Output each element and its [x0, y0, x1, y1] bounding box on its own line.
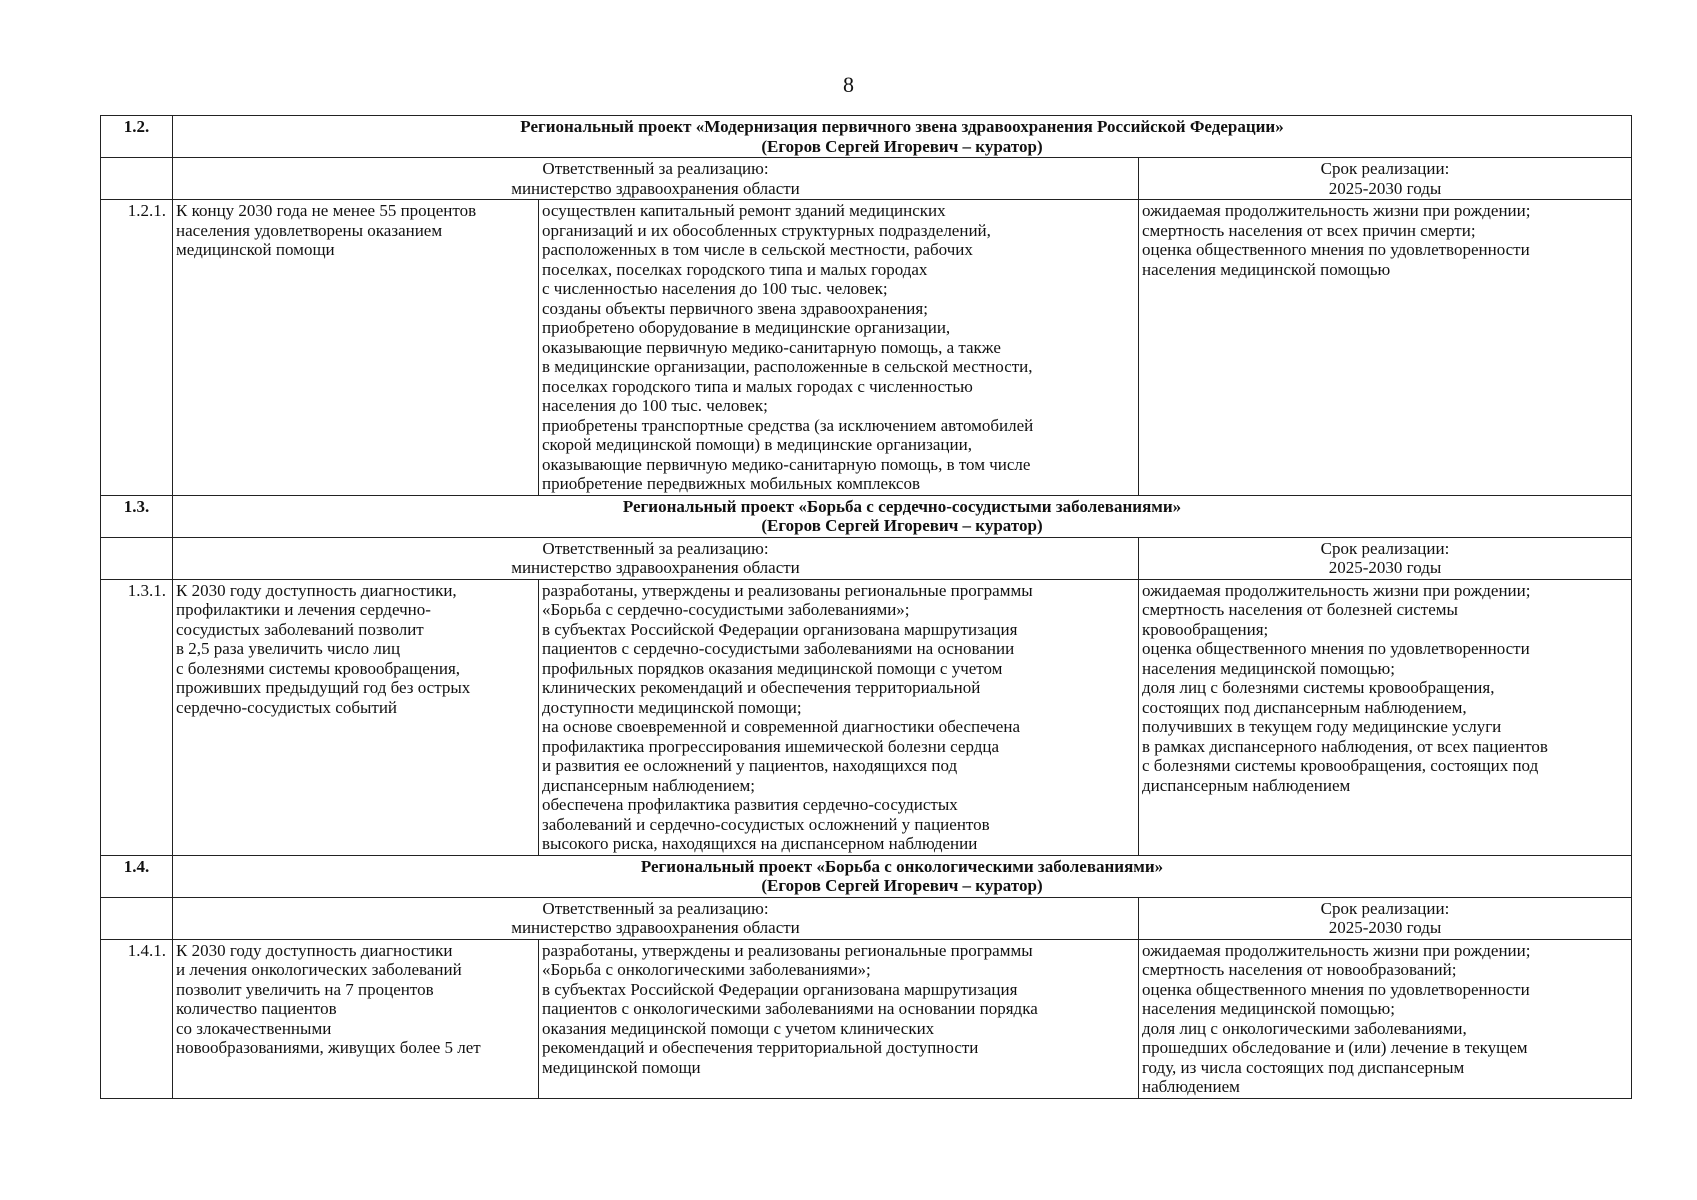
section-number: 1.3. [101, 495, 173, 537]
task-number: 1.2.1. [101, 200, 173, 496]
section-header-row [101, 855, 1632, 897]
task-row [101, 579, 1632, 855]
responsible-label: Ответственный за реализацию: [542, 159, 769, 178]
responsible-cell [173, 897, 1139, 939]
section-curator: (Егоров Сергей Игоревич – куратор) [761, 516, 1043, 535]
term-value: 2025-2030 годы [1328, 178, 1442, 198]
responsible-value: министерство здравоохранения области [511, 558, 800, 577]
task-indicators: ожидаемая продолжительность жизни при рождении; смертность населения от всех причин смерти; оценка общественного мнения по удовлетворенности населения медицинской помощью [1139, 200, 1632, 496]
task-goal: К концу 2030 года не менее 55 процентов населения удовлетворены оказанием медицинской помощи [173, 200, 539, 496]
responsible-value: министерство здравоохранения области [511, 918, 800, 937]
section-title-line: Региональный проект «Модернизация первичного звена здравоохранения Российской Федерации» [520, 117, 1284, 136]
task-row [101, 939, 1632, 1098]
page-number: 8 [843, 72, 854, 97]
task-number: 1.3.1. [101, 579, 173, 855]
term-label: Срок реализации: [1320, 898, 1450, 918]
task-goal: К 2030 году доступность диагностики, профилактики и лечения сердечно- сосудистых заболеваний позволит в 2,5 раза увеличить число лиц с болезнями системы кровообращения, проживших предыдущий год без острых сердечно-сосудистых событий [173, 579, 539, 855]
task-row [101, 200, 1632, 496]
task-results: разработаны, утверждены и реализованы региональные программы «Борьба с сердечно-сосудистыми заболеваниями»; в субъектах Российской Федерации организована маршрутизация пациентов с сердечно-сосудистыми заболеваниями на основании профильных порядков оказания медицинской помощи с учетом клинических рекомендаций и обеспечения территориальной доступности медицинской помощи; на основе своевременной и современной диагностики обеспечена профилактика прогрессирования ишемической болезни сердца и развития ее осложнений у пациентов, находящихся под диспансерным наблюдением; обеспечена профилактика развития сердечно-сосудистых заболеваний и сердечно-сосудистых осложнений у пациентов высокого риска, находящихся на диспансерном наблюдении [539, 579, 1139, 855]
section-curator: (Егоров Сергей Игоревич – куратор) [761, 136, 1043, 156]
responsible-label: Ответственный за реализацию: [542, 898, 769, 918]
section-title [173, 855, 1632, 897]
section-title-line: Региональный проект «Борьба с сердечно-сосудистыми заболеваниями» [622, 496, 1182, 516]
section-header-row [101, 495, 1632, 537]
empty-cell [101, 537, 173, 579]
section-title [173, 495, 1632, 537]
task-number: 1.4.1. [101, 939, 173, 1098]
term-value: 2025-2030 годы [1328, 558, 1442, 577]
task-indicators: ожидаемая продолжительность жизни при рождении; смертность населения от новообразований; оценка общественного мнения по удовлетворенности населения медицинской помощью; доля лиц с онкологическими заболеваниями, прошедших обследование и (или) лечение в текущем году, из числа состоящих под диспансерным наблюдением [1139, 939, 1632, 1098]
responsible-value: министерство здравоохранения области [511, 178, 800, 198]
term-cell [1139, 897, 1632, 939]
empty-cell [101, 897, 173, 939]
responsible-cell [173, 158, 1139, 200]
task-results: разработаны, утверждены и реализованы региональные программы «Борьба с онкологическими заболеваниями»; в субъектах Российской Федерации организована маршрутизация пациентов с онкологическими заболеваниями на основании порядка оказания медицинской помощи с учетом клинических рекомендаций и обеспечения территориальной доступности медицинской помощи [539, 939, 1139, 1098]
empty-cell [101, 158, 173, 200]
term-label: Срок реализации: [1320, 159, 1450, 178]
responsible-cell [173, 537, 1139, 579]
section-title [173, 116, 1632, 158]
task-indicators: ожидаемая продолжительность жизни при рождении; смертность населения от болезней системы кровообращения; оценка общественного мнения по удовлетворенности населения медицинской помощью; доля лиц с болезнями системы кровообращения, состоящих под диспансерным наблюдением, получивших в текущем году медицинские услуги в рамках диспансерного наблюдения, от всех пациентов с болезнями системы кровообращения, состоящих под диспансерным наблюдением [1139, 579, 1632, 855]
section-number: 1.2. [101, 116, 173, 158]
term-cell [1139, 158, 1632, 200]
responsible-row [101, 537, 1632, 579]
section-title-line: Региональный проект «Борьба с онкологическими заболеваниями» [640, 856, 1164, 876]
term-value: 2025-2030 годы [1328, 918, 1442, 937]
responsible-label: Ответственный за реализацию: [542, 538, 769, 558]
task-results: осуществлен капитальный ремонт зданий медицинских организаций и их обособленных структурных подразделений, расположенных в том числе в сельской местности, рабочих поселках, поселках городского типа и малых городах с численностью населения до 100 тыс. человек; созданы объекты первичного звена здравоохранения; приобретено оборудование в медицинские организации, оказывающие первичную медико-санитарную помощь, а также в медицинские организации, расположенные в сельской местности, поселках городского типа и малых городах с численностью населения до 100 тыс. человек; приобретены транспортные средства (за исключением автомобилей скорой медицинской помощи) в медицинские организации, оказывающие первичную медико-санитарную помощь, в том числе приобретение передвижных мобильных комплексов [539, 200, 1139, 496]
section-curator: (Егоров Сергей Игоревич – куратор) [761, 876, 1043, 895]
program-table [100, 115, 1632, 1099]
term-label: Срок реализации: [1320, 538, 1450, 558]
responsible-row [101, 158, 1632, 200]
section-number: 1.4. [101, 855, 173, 897]
term-cell [1139, 537, 1632, 579]
task-goal: К 2030 году доступность диагностики и лечения онкологических заболеваний позволит увеличить на 7 процентов количество пациентов со злокачественными новообразованиями, живущих более 5 лет [173, 939, 539, 1098]
section-header-row [101, 116, 1632, 158]
responsible-row [101, 897, 1632, 939]
